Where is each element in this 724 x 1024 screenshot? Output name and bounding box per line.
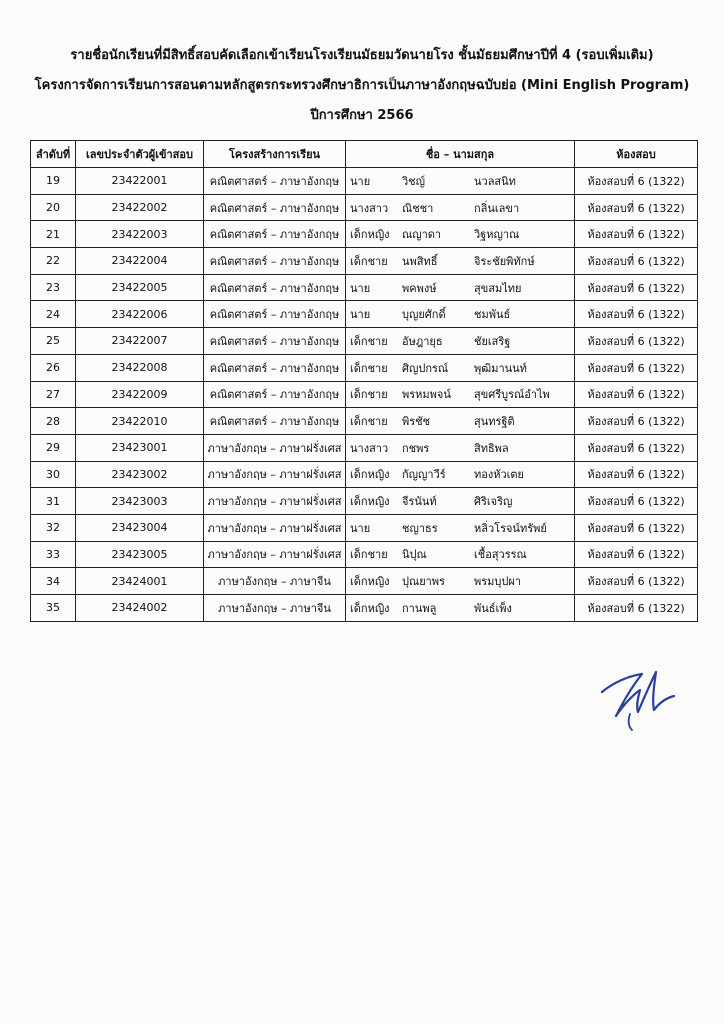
exam-id: 23422002 xyxy=(76,194,204,221)
first-name: ณิชชา xyxy=(402,201,434,215)
exam-room: ห้องสอบที่ 6 (1322) xyxy=(575,328,698,355)
table-row xyxy=(31,274,698,301)
exam-id: 23424001 xyxy=(76,568,204,595)
exam-id: 23424002 xyxy=(76,595,204,622)
student-name xyxy=(346,248,575,275)
student-name xyxy=(346,328,575,355)
last-name: สิทธิพล xyxy=(474,441,509,455)
last-name: นวลสนิท xyxy=(474,174,516,188)
table-row xyxy=(31,354,698,381)
first-name: พรหมพจน์ xyxy=(402,388,451,402)
first-name: ปุณยาพร xyxy=(402,575,445,589)
last-name: กลิ่นเลขา xyxy=(474,201,520,215)
last-name: สุขศรีบูรณ์อำไพ xyxy=(474,388,550,402)
last-name: สุนทรฐิติ xyxy=(474,415,515,429)
exam-id: 23423004 xyxy=(76,514,204,541)
row-number: 20 xyxy=(31,194,76,221)
table-row xyxy=(31,434,698,461)
program: คณิตศาสตร์ – ภาษาอังกฤษ xyxy=(204,381,346,408)
exam-room: ห้องสอบที่ 6 (1322) xyxy=(575,541,698,568)
name-prefix: เด็กชาย xyxy=(350,254,388,268)
name-prefix: เด็กชาย xyxy=(350,415,388,429)
first-name: จีรนันท์ xyxy=(402,495,437,509)
row-number: 22 xyxy=(31,248,76,275)
document-title: รายชื่อนักเรียนที่มีสิทธิ์สอบคัดเลือกเข้าเรียนโรงเรียนมัธยมวัดนายโรง ชั้นมัธยมศึกษาปีที่ 4 (รอบเพิ่มเติม) xyxy=(70,48,654,63)
first-name: พิรชัช xyxy=(402,415,431,429)
row-number: 19 xyxy=(31,168,76,195)
first-name: ณญาดา xyxy=(402,228,442,242)
table-body xyxy=(31,168,698,622)
table-row xyxy=(31,194,698,221)
name-prefix: เด็กหญิง xyxy=(350,601,390,615)
last-name: พรมบุปผา xyxy=(474,575,521,589)
program: คณิตศาสตร์ – ภาษาอังกฤษ xyxy=(204,194,346,221)
row-number: 25 xyxy=(31,328,76,355)
student-name xyxy=(346,221,575,248)
program: คณิตศาสตร์ – ภาษาอังกฤษ xyxy=(204,301,346,328)
program: ภาษาอังกฤษ – ภาษาฝรั่งเศส xyxy=(204,541,346,568)
last-name: จิระชัยพิทักษ์ xyxy=(474,254,535,268)
last-name: พันธ์เพ็ง xyxy=(474,601,512,615)
table-row xyxy=(31,514,698,541)
last-name: ชมพันธ์ xyxy=(474,308,511,322)
row-number: 33 xyxy=(31,541,76,568)
exam-id: 23422007 xyxy=(76,328,204,355)
program: คณิตศาสตร์ – ภาษาอังกฤษ xyxy=(204,354,346,381)
row-number: 35 xyxy=(31,595,76,622)
header-exam-id: เลขประจำตัวผู้เข้าสอบ xyxy=(76,141,204,168)
table-row xyxy=(31,541,698,568)
program: คณิตศาสตร์ – ภาษาอังกฤษ xyxy=(204,221,346,248)
exam-id: 23422005 xyxy=(76,274,204,301)
student-name xyxy=(346,568,575,595)
first-name: กัญญาวีร์ xyxy=(402,468,446,482)
exam-room: ห้องสอบที่ 6 (1322) xyxy=(575,168,698,195)
student-name xyxy=(346,168,575,195)
exam-room: ห้องสอบที่ 6 (1322) xyxy=(575,381,698,408)
program: ภาษาอังกฤษ – ภาษาจีน xyxy=(204,595,346,622)
exam-id: 23422003 xyxy=(76,221,204,248)
name-prefix: เด็กหญิง xyxy=(350,228,390,242)
first-name: นิปุณ xyxy=(402,548,427,562)
name-prefix: เด็กหญิง xyxy=(350,468,390,482)
student-name xyxy=(346,514,575,541)
exam-room: ห้องสอบที่ 6 (1322) xyxy=(575,301,698,328)
first-name: บุญยศักดิ์ xyxy=(402,308,446,322)
exam-room: ห้องสอบที่ 6 (1322) xyxy=(575,194,698,221)
student-name xyxy=(346,434,575,461)
table-row xyxy=(31,381,698,408)
name-prefix: นาย xyxy=(350,521,371,535)
header-program: โครงสร้างการเรียน xyxy=(204,141,346,168)
exam-id: 23422006 xyxy=(76,301,204,328)
academic-year: ปีการศึกษา 2566 xyxy=(310,108,414,123)
name-prefix: นาย xyxy=(350,174,371,188)
exam-id: 23423001 xyxy=(76,434,204,461)
exam-room: ห้องสอบที่ 6 (1322) xyxy=(575,408,698,435)
name-prefix: เด็กหญิง xyxy=(350,495,390,509)
student-name xyxy=(346,595,575,622)
row-number: 34 xyxy=(31,568,76,595)
row-number: 26 xyxy=(31,354,76,381)
first-name: อัษฎายุธ xyxy=(402,334,443,348)
table-row xyxy=(31,488,698,515)
name-prefix: เด็กชาย xyxy=(350,548,388,562)
program: คณิตศาสตร์ – ภาษาอังกฤษ xyxy=(204,274,346,301)
program: คณิตศาสตร์ – ภาษาอังกฤษ xyxy=(204,408,346,435)
exam-room: ห้องสอบที่ 6 (1322) xyxy=(575,595,698,622)
document-subtitle: โครงการจัดการเรียนการสอนตามหลักสูตรกระทรวงศึกษาธิการเป็นภาษาอังกฤษฉบับย่อ (Mini English Program) xyxy=(34,78,690,93)
row-number: 21 xyxy=(31,221,76,248)
exam-room: ห้องสอบที่ 6 (1322) xyxy=(575,354,698,381)
row-number: 27 xyxy=(31,381,76,408)
first-name: ศิญปกรณ์ xyxy=(402,361,449,375)
first-name: กชพร xyxy=(402,441,430,455)
program: ภาษาอังกฤษ – ภาษาฝรั่งเศส xyxy=(204,514,346,541)
last-name: พุฒิมานนท์ xyxy=(474,361,527,375)
exam-room: ห้องสอบที่ 6 (1322) xyxy=(575,434,698,461)
table-row xyxy=(31,168,698,195)
table-row xyxy=(31,221,698,248)
program: คณิตศาสตร์ – ภาษาอังกฤษ xyxy=(204,328,346,355)
student-name xyxy=(346,194,575,221)
exam-id: 23423005 xyxy=(76,541,204,568)
exam-room: ห้องสอบที่ 6 (1322) xyxy=(575,461,698,488)
first-name: กานพลู xyxy=(402,601,437,615)
first-name: ชญาธร xyxy=(402,521,438,535)
name-prefix: เด็กหญิง xyxy=(350,575,390,589)
row-number: 29 xyxy=(31,434,76,461)
name-prefix: นาย xyxy=(350,281,371,295)
student-name xyxy=(346,274,575,301)
last-name: สุขสมไทย xyxy=(474,281,522,295)
table-row xyxy=(31,408,698,435)
exam-room: ห้องสอบที่ 6 (1322) xyxy=(575,488,698,515)
program: ภาษาอังกฤษ – ภาษาจีน xyxy=(204,568,346,595)
row-number: 28 xyxy=(31,408,76,435)
row-number: 31 xyxy=(31,488,76,515)
signature-image xyxy=(594,654,684,734)
row-number: 24 xyxy=(31,301,76,328)
table-row xyxy=(31,301,698,328)
table-row xyxy=(31,461,698,488)
exam-id: 23423002 xyxy=(76,461,204,488)
name-prefix: นางสาว xyxy=(350,201,389,215)
name-prefix: เด็กชาย xyxy=(350,361,388,375)
exam-id: 23422008 xyxy=(76,354,204,381)
student-name xyxy=(346,541,575,568)
exam-id: 23422004 xyxy=(76,248,204,275)
header-room: ห้องสอบ xyxy=(575,141,698,168)
exam-room: ห้องสอบที่ 6 (1322) xyxy=(575,248,698,275)
program: คณิตศาสตร์ – ภาษาอังกฤษ xyxy=(204,168,346,195)
header-name: ชื่อ – นามสกุล xyxy=(346,141,575,168)
program: ภาษาอังกฤษ – ภาษาฝรั่งเศส xyxy=(204,488,346,515)
student-name xyxy=(346,408,575,435)
last-name: วิฐหญาณ xyxy=(474,228,520,242)
last-name: หลิ่วโรจน์ทรัพย์ xyxy=(474,521,547,535)
name-prefix: เด็กชาย xyxy=(350,334,388,348)
last-name: เชื้อสุวรรณ xyxy=(474,548,527,562)
student-list-table xyxy=(30,140,698,622)
table-row xyxy=(31,248,698,275)
row-number: 23 xyxy=(31,274,76,301)
table-row xyxy=(31,328,698,355)
table-row xyxy=(31,568,698,595)
program: ภาษาอังกฤษ – ภาษาฝรั่งเศส xyxy=(204,461,346,488)
row-number: 32 xyxy=(31,514,76,541)
student-name xyxy=(346,354,575,381)
first-name: วิชญ์ xyxy=(402,174,426,188)
table-row xyxy=(31,595,698,622)
name-prefix: นางสาว xyxy=(350,441,389,455)
program: ภาษาอังกฤษ – ภาษาฝรั่งเศส xyxy=(204,434,346,461)
student-name xyxy=(346,301,575,328)
exam-room: ห้องสอบที่ 6 (1322) xyxy=(575,514,698,541)
exam-id: 23422010 xyxy=(76,408,204,435)
exam-id: 23423003 xyxy=(76,488,204,515)
program: คณิตศาสตร์ – ภาษาอังกฤษ xyxy=(204,248,346,275)
last-name: ทองหัวเตย xyxy=(474,468,525,482)
exam-room: ห้องสอบที่ 6 (1322) xyxy=(575,274,698,301)
exam-id: 23422009 xyxy=(76,381,204,408)
student-name xyxy=(346,461,575,488)
name-prefix: นาย xyxy=(350,308,371,322)
last-name: ศิริเจริญ xyxy=(474,495,513,509)
header-no: ลำดับที่ xyxy=(31,141,76,168)
table-header-row xyxy=(31,141,698,168)
student-name xyxy=(346,488,575,515)
name-prefix: เด็กชาย xyxy=(350,388,388,402)
exam-room: ห้องสอบที่ 6 (1322) xyxy=(575,221,698,248)
exam-id: 23422001 xyxy=(76,168,204,195)
student-name xyxy=(346,381,575,408)
exam-room: ห้องสอบที่ 6 (1322) xyxy=(575,568,698,595)
row-number: 30 xyxy=(31,461,76,488)
first-name: นพสิทธิ์ xyxy=(402,254,438,268)
first-name: พคพงษ์ xyxy=(402,281,437,295)
last-name: ชัยเสริฐ xyxy=(474,334,511,348)
